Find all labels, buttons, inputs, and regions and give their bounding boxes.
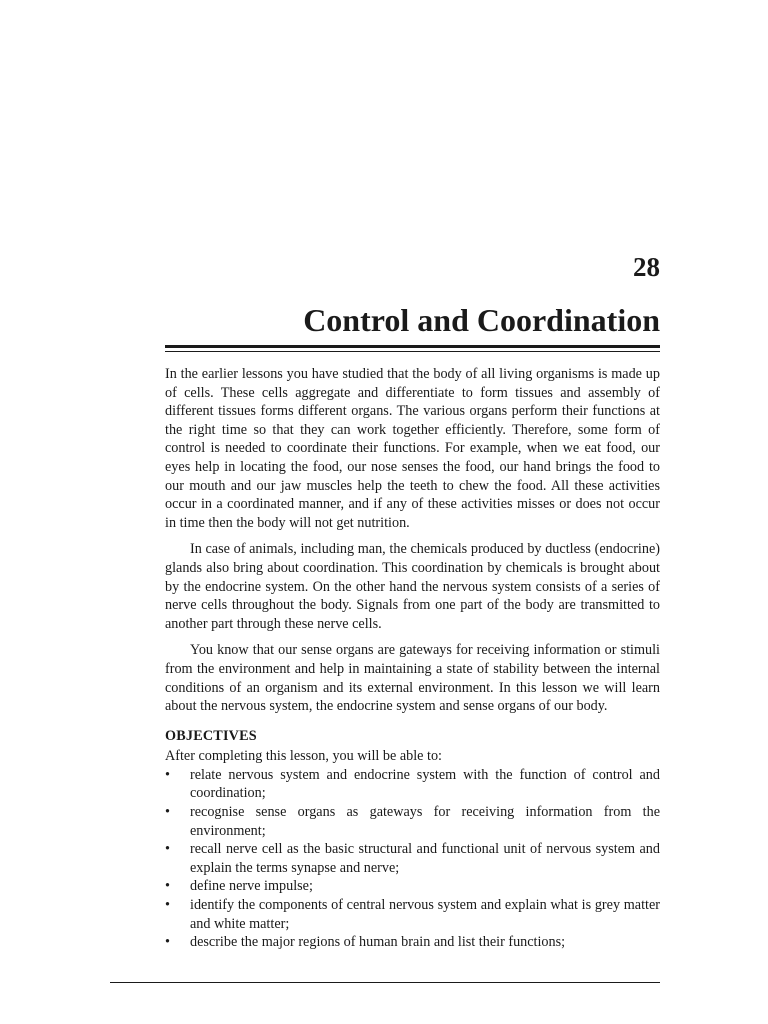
objective-item xyxy=(165,803,660,840)
objective-item xyxy=(165,933,660,952)
objectives-intro: After completing this lesson, you will be able to: xyxy=(165,748,443,765)
objective-text: identify the components of central nervous system and explain what is grey matter and white matter; xyxy=(190,897,660,932)
objectives-heading: OBJECTIVES xyxy=(165,727,257,744)
objective-text: define nerve impulse; xyxy=(190,878,313,895)
bullet-icon: • xyxy=(165,766,170,783)
objective-item xyxy=(165,766,660,803)
body-text xyxy=(165,365,660,952)
objectives-list xyxy=(165,766,660,952)
footer-rule xyxy=(110,982,660,983)
paragraph-sense-organs: You know that our sense organs are gateways for receiving information or stimuli from the environment and help in maintaining a state of stability between the internal conditions of an organism and its external environment. In this lesson we will learn about the nervous system, the endocrine system and sense organs of our body. xyxy=(165,642,660,715)
objective-text: recognise sense organs as gateways for receiving information from the environment; xyxy=(190,804,660,839)
objective-item xyxy=(165,896,660,933)
bullet-icon: • xyxy=(165,804,170,821)
objective-item xyxy=(165,877,660,896)
bullet-icon: • xyxy=(165,841,170,858)
chapter-title: Control and Coordination xyxy=(303,302,660,338)
objective-text: recall nerve cell as the basic structural and functional unit of nervous system and explain the terms synapse and nerve; xyxy=(190,841,660,876)
chapter-number: 28 xyxy=(633,252,660,282)
objective-text: describe the major regions of human brain and list their functions; xyxy=(190,934,566,951)
bullet-icon: • xyxy=(165,934,170,951)
bullet-icon: • xyxy=(165,897,170,914)
title-rule-thin xyxy=(165,351,660,352)
paragraph-intro: In the earlier lessons you have studied that the body of all living organisms is made up of cells. These cells aggregate and differentiate to form tissues and assembly of different tissues forms different organs. The various organs perform their functions at the right time so that they can work together efficiently. Therefore, some form of control is needed to coordinate their functions. For example, when we eat food, our eyes help in locating the food, our nose senses the food, our hand brings the food to our mouth and our jaw muscles help the teeth to chew the food. All these activities occur in a coordinated manner, and if any of these activities misses or does not occur in time then the body will not get nutrition. xyxy=(165,366,660,531)
objective-item xyxy=(165,840,660,877)
bullet-icon: • xyxy=(165,878,170,895)
objective-text: relate nervous system and endocrine system with the function of control and coordination; xyxy=(190,766,660,802)
title-rule-thick xyxy=(165,345,660,348)
paragraph-endocrine: In case of animals, including man, the chemicals produced by ductless (endocrine) glands also bring about coordination. This coordination by chemicals is brought about by the endocrine system. On the other hand the nervous system consists of a series of nerve cells throughout the body. Signals from one part of the body are transmitted to another part through these nerve cells. xyxy=(165,541,660,632)
